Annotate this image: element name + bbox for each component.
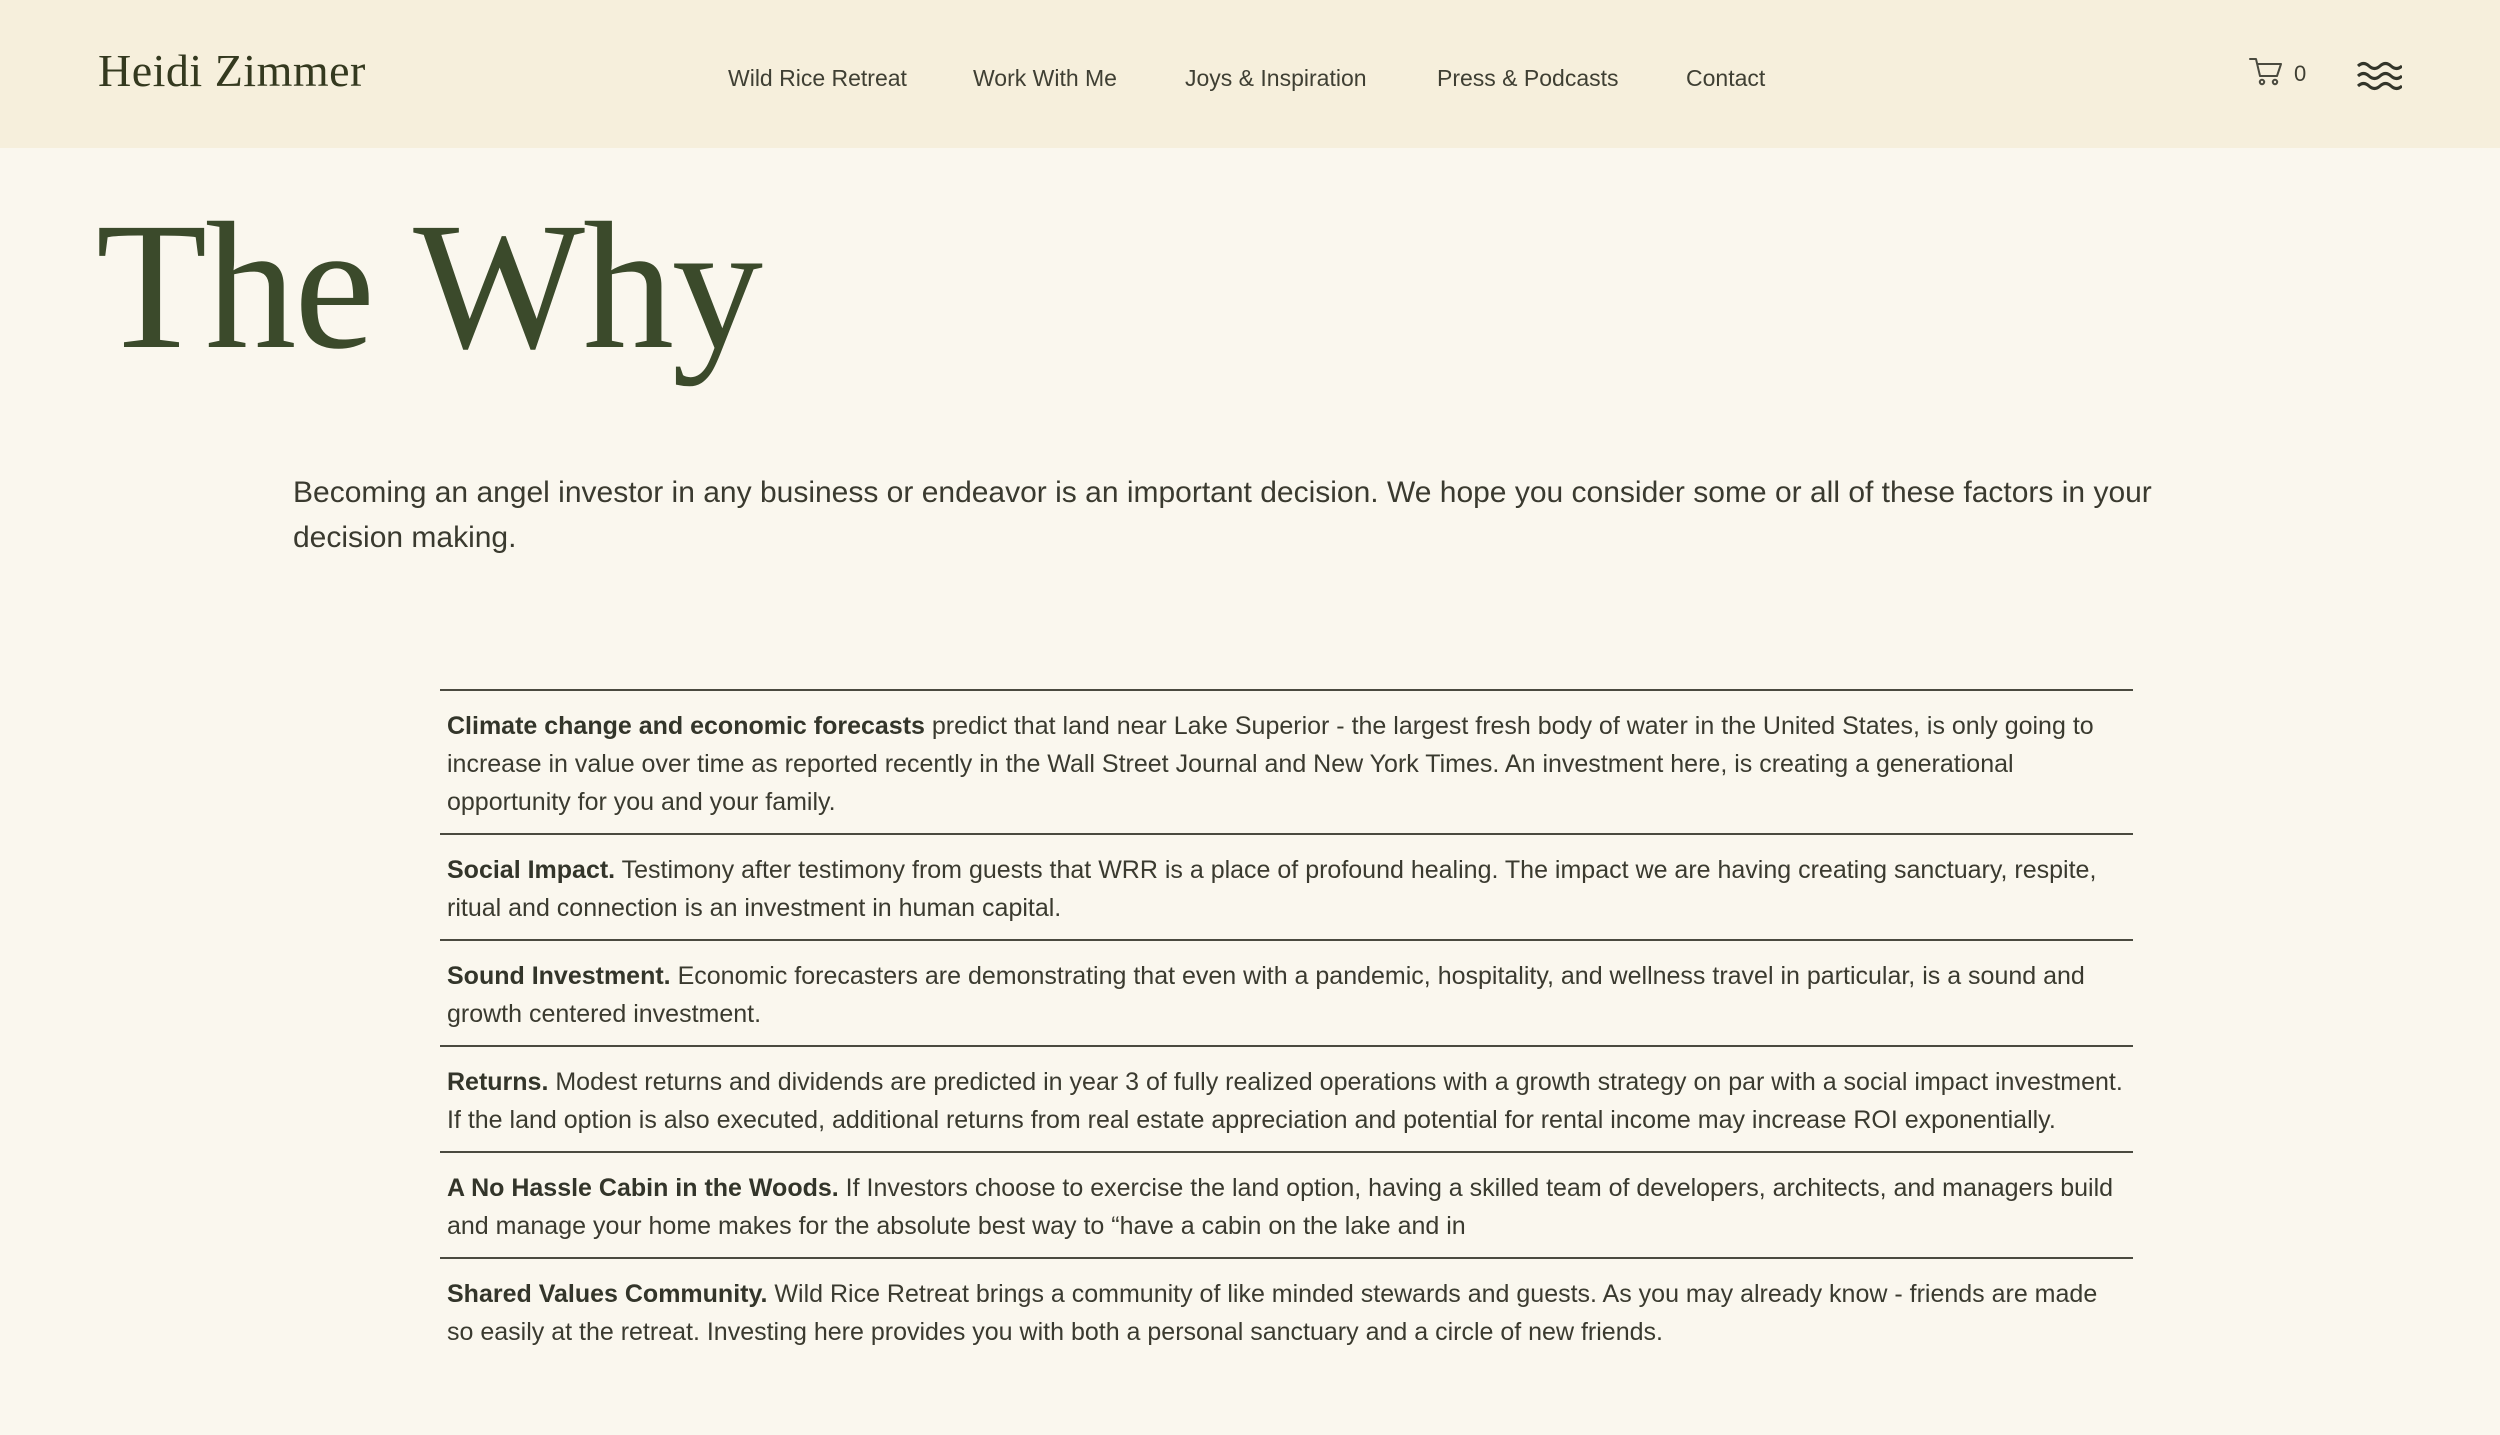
nav-item-work-with-me[interactable]: Work With Me [973,65,1117,91]
factor-text: Modest returns and dividends are predicted in year 3 of fully realized operations with a growth strategy on par with a social impact investment. If the land option is also executed, additional returns from real estate appreciation and potential for rental income may increase ROI exponentially. [447,1068,2123,1134]
main-nav [0,0,2500,148]
cart-count: 0 [2294,60,2307,86]
site-logo[interactable]: Heidi Zimmer [98,45,366,96]
factor-heading: Sound Investment. [447,962,671,990]
shopping-cart-icon [2248,56,2284,91]
factor-text: Economic forecasters are demonstrating that even with a pandemic, hospitality, and wellness travel in particular, is a sound and growth centered investment. [447,962,2085,1028]
factor-item-climate [440,691,2133,835]
factor-heading: Social Impact. [447,856,616,884]
cart-button[interactable] [2248,56,2306,91]
factor-item-community [440,1259,2133,1363]
factor-heading: Climate change and economic forecasts [447,712,925,740]
site-header [0,0,2500,148]
intro-paragraph: Becoming an angel investor in any business or endeavor is an important decision. We hope you consider some or all of these factors in your decision making. [293,476,2152,554]
factor-text: predict that land near Lake Superior - the largest fresh body of water in the United States, is only going to increase in value over time as reported recently in the Wall Street Journal and New York Times. An investment here, is creating a generational opportunity for you and your family. [447,712,2094,816]
factor-heading: Returns. [447,1068,549,1096]
factor-heading: Shared Values Community. [447,1280,768,1308]
nav-item-wild-rice-retreat[interactable]: Wild Rice Retreat [728,65,907,91]
factor-text: Wild Rice Retreat brings a community of like minded stewards and guests. As you may already know - friends are made so easily at the retreat. Investing here provides you with both a personal sanctuary and a circle of new friends. [447,1280,2098,1346]
page-title: The Why [96,186,761,387]
factor-text: Testimony after testimony from guests that WRR is a place of profound healing. The impact we are having creating sanctuary, respite, ritual and connection is an investment in human capital. [447,856,2097,922]
nav-item-contact[interactable]: Contact [1686,65,1766,91]
nav-item-joys-inspiration[interactable]: Joys & Inspiration [1185,65,1367,91]
factor-text: If Investors choose to exercise the land option, having a skilled team of developers, architects, and managers build and manage your home makes for the absolute best way to “have a cabin on the lake and in [447,1174,2114,1240]
wavy-menu-icon[interactable] [2356,60,2402,97]
factors-list [440,689,2133,1363]
factor-item-cabin [440,1153,2133,1259]
factor-item-sound-investment [440,941,2133,1047]
factor-item-social-impact [440,835,2133,941]
nav-item-press-podcasts[interactable]: Press & Podcasts [1437,65,1619,91]
factor-item-returns [440,1047,2133,1153]
factor-heading: A No Hassle Cabin in the Woods. [447,1174,839,1202]
